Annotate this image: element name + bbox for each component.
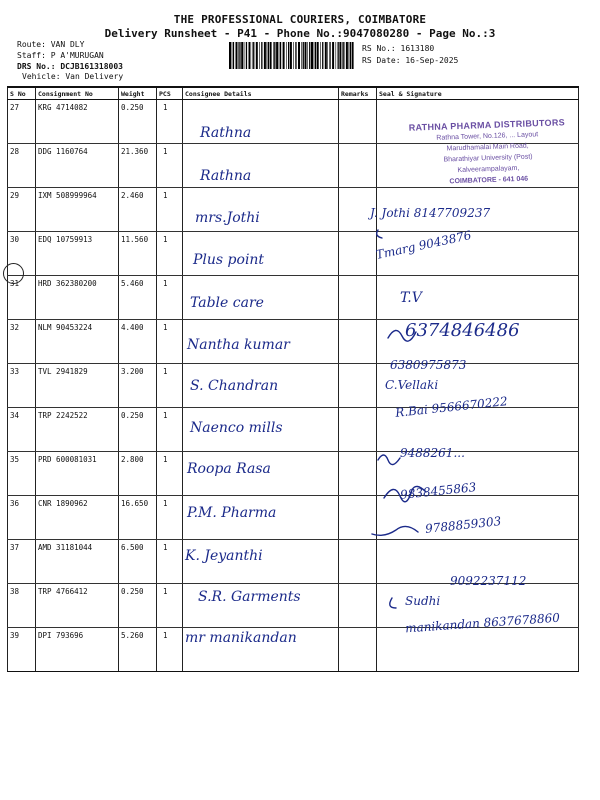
row-pcs: 1: [157, 584, 183, 628]
row-consignment-no: NLM 90453224: [36, 320, 119, 364]
row-weight: 5.260: [119, 628, 157, 672]
row-consignment-no: KRG 4714082: [36, 100, 119, 144]
row-pcs: 1: [157, 100, 183, 144]
row-sno: 37: [8, 540, 36, 584]
row-remarks: [339, 408, 377, 452]
row-weight: 11.560: [119, 232, 157, 276]
row-weight: 21.360: [119, 144, 157, 188]
drs-no: DRS No.: DCJB161318003: [17, 62, 123, 71]
row-sno: 35: [8, 452, 36, 496]
stamp-title: RATHNA PHARMA DISTRIBUTORS: [408, 117, 566, 133]
row-weight: 2.460: [119, 188, 157, 232]
row-consignment-no: PRD 600081031: [36, 452, 119, 496]
row-consignment-no: CNR 1890962: [36, 496, 119, 540]
rs-date: RS Date: 16-Sep-2025: [362, 56, 459, 65]
row-sno: 30: [8, 232, 36, 276]
handwritten-signature: C.Vellaki: [385, 378, 439, 392]
table-row: [8, 232, 579, 276]
row-weight: 6.500: [119, 540, 157, 584]
row-remarks: [339, 452, 377, 496]
handwritten-name: Nantha kumar: [187, 337, 290, 353]
row-remarks: [339, 100, 377, 144]
row-sno: 29: [8, 188, 36, 232]
handwritten-name: P.M. Pharma: [187, 505, 277, 521]
handwritten-name: S.R. Garments: [198, 589, 301, 605]
row-remarks: [339, 628, 377, 672]
row-remarks: [339, 276, 377, 320]
row-sno: 32: [8, 320, 36, 364]
row-consignment-no: DDG 1160764: [36, 144, 119, 188]
handwritten-signature: 9488261...: [400, 446, 465, 460]
row-sno: 39: [8, 628, 36, 672]
row-sno: 27: [8, 100, 36, 144]
handwritten-signature: T.V: [400, 290, 422, 306]
route: Route: VAN DLY: [17, 40, 85, 49]
row-pcs: 1: [157, 232, 183, 276]
row-pcs: 1: [157, 452, 183, 496]
col-consignment: Consignment No: [36, 87, 119, 100]
row-weight: 4.400: [119, 320, 157, 364]
row-pcs: 1: [157, 408, 183, 452]
row-sno: 28: [8, 144, 36, 188]
handwritten-name: Plus point: [193, 252, 265, 268]
handwritten-name: Roopa Rasa: [187, 461, 271, 477]
row-pcs: 1: [157, 540, 183, 584]
row-consignment-no: HRD 362380200: [36, 276, 119, 320]
row-weight: 16.650: [119, 496, 157, 540]
table-row: [8, 408, 579, 452]
row-weight: 0.250: [119, 584, 157, 628]
row-pcs: 1: [157, 276, 183, 320]
col-pcs: PCS: [157, 87, 183, 100]
row-pcs: 1: [157, 496, 183, 540]
row-remarks: [339, 232, 377, 276]
row-weight: 2.800: [119, 452, 157, 496]
row-pcs: 1: [157, 188, 183, 232]
row-pcs: 1: [157, 628, 183, 672]
col-consignee: Consignee Details: [183, 87, 339, 100]
staff: Staff: P A'MURUGAN: [17, 51, 104, 60]
row-weight: 0.250: [119, 408, 157, 452]
circled-row-mark: [3, 263, 24, 284]
barcode: [229, 42, 354, 69]
row-remarks: [339, 496, 377, 540]
row-weight: 5.460: [119, 276, 157, 320]
row-consignment-no: DPI 793696: [36, 628, 119, 672]
row-consignment-no: IXM 508999964: [36, 188, 119, 232]
col-remarks: Remarks: [339, 87, 377, 100]
handwritten-signature: R.Bai 9566670222: [394, 394, 509, 420]
row-consignment-no: EDQ 10759913: [36, 232, 119, 276]
stamp-line: Marudhamalai Main Road,: [446, 142, 529, 153]
row-sno: 36: [8, 496, 36, 540]
handwritten-signature: Sudhi: [405, 594, 441, 608]
row-pcs: 1: [157, 144, 183, 188]
company-name: THE PROFESSIONAL COURIERS, COIMBATORE: [173, 13, 427, 26]
row-sno: 31: [8, 276, 36, 320]
row-consignment-no: TRP 2242522: [36, 408, 119, 452]
handwritten-signature: 9838455863: [399, 480, 477, 502]
table-header-row: [8, 87, 579, 100]
row-pcs: 1: [157, 364, 183, 408]
handwritten-signature: 6380975873: [390, 358, 467, 372]
handwritten-name: S. Chandran: [190, 378, 279, 394]
col-weight: Weight: [119, 87, 157, 100]
table-row: [8, 276, 579, 320]
handwritten-name: mrs.Jothi: [195, 210, 260, 226]
row-remarks: [339, 144, 377, 188]
stamp-line: Kalveerampalayam,: [457, 164, 520, 175]
handwritten-signature: 9092237112: [450, 574, 527, 588]
row-sno: 33: [8, 364, 36, 408]
row-remarks: [339, 540, 377, 584]
handwritten-name: mr manikandan: [185, 630, 297, 646]
runsheet-subtitle: Delivery Runsheet - P41 - Phone No.:9047080280 - Page No.:3: [104, 27, 496, 40]
handwritten-signature: 6374846486: [405, 320, 520, 341]
handwritten-signature: J. Jothi 8147709237: [370, 206, 491, 220]
handwritten-name: Rathna: [200, 168, 252, 184]
row-remarks: [339, 320, 377, 364]
col-seal: Seal & Signature: [377, 87, 579, 100]
stamp-line: Rathna Tower, No.126, ... Layout: [436, 131, 539, 142]
rs-no: RS No.: 1613180: [362, 44, 435, 53]
row-consignment-no: AMD 31181044: [36, 540, 119, 584]
row-consignment-no: TRP 4766412: [36, 584, 119, 628]
handwritten-signature: 9788859303: [424, 514, 502, 536]
handwritten-signature: Tmarg 9043876: [374, 228, 473, 262]
row-remarks: [339, 364, 377, 408]
handwritten-name: Rathna: [200, 125, 252, 141]
handwritten-name: Table care: [190, 295, 264, 311]
stamp-line: COIMBATORE - 641 046: [449, 175, 529, 186]
handwritten-signature: manikandan 8637678860: [404, 610, 561, 636]
row-sno: 34: [8, 408, 36, 452]
stamp-line: Bharathiyar University (Post): [443, 153, 533, 164]
company-stamp: [397, 117, 580, 198]
row-pcs: 1: [157, 320, 183, 364]
row-remarks: [339, 584, 377, 628]
handwritten-name: Naenco mills: [190, 420, 283, 436]
handwritten-name: K. Jeyanthi: [185, 548, 263, 564]
row-weight: 3.200: [119, 364, 157, 408]
vehicle: Vehicle: Van Delivery: [22, 72, 124, 81]
row-weight: 0.250: [119, 100, 157, 144]
row-consignment-no: TVL 2941829: [36, 364, 119, 408]
col-sno: S No: [8, 87, 36, 100]
row-sno: 38: [8, 584, 36, 628]
table-row: [8, 452, 579, 496]
